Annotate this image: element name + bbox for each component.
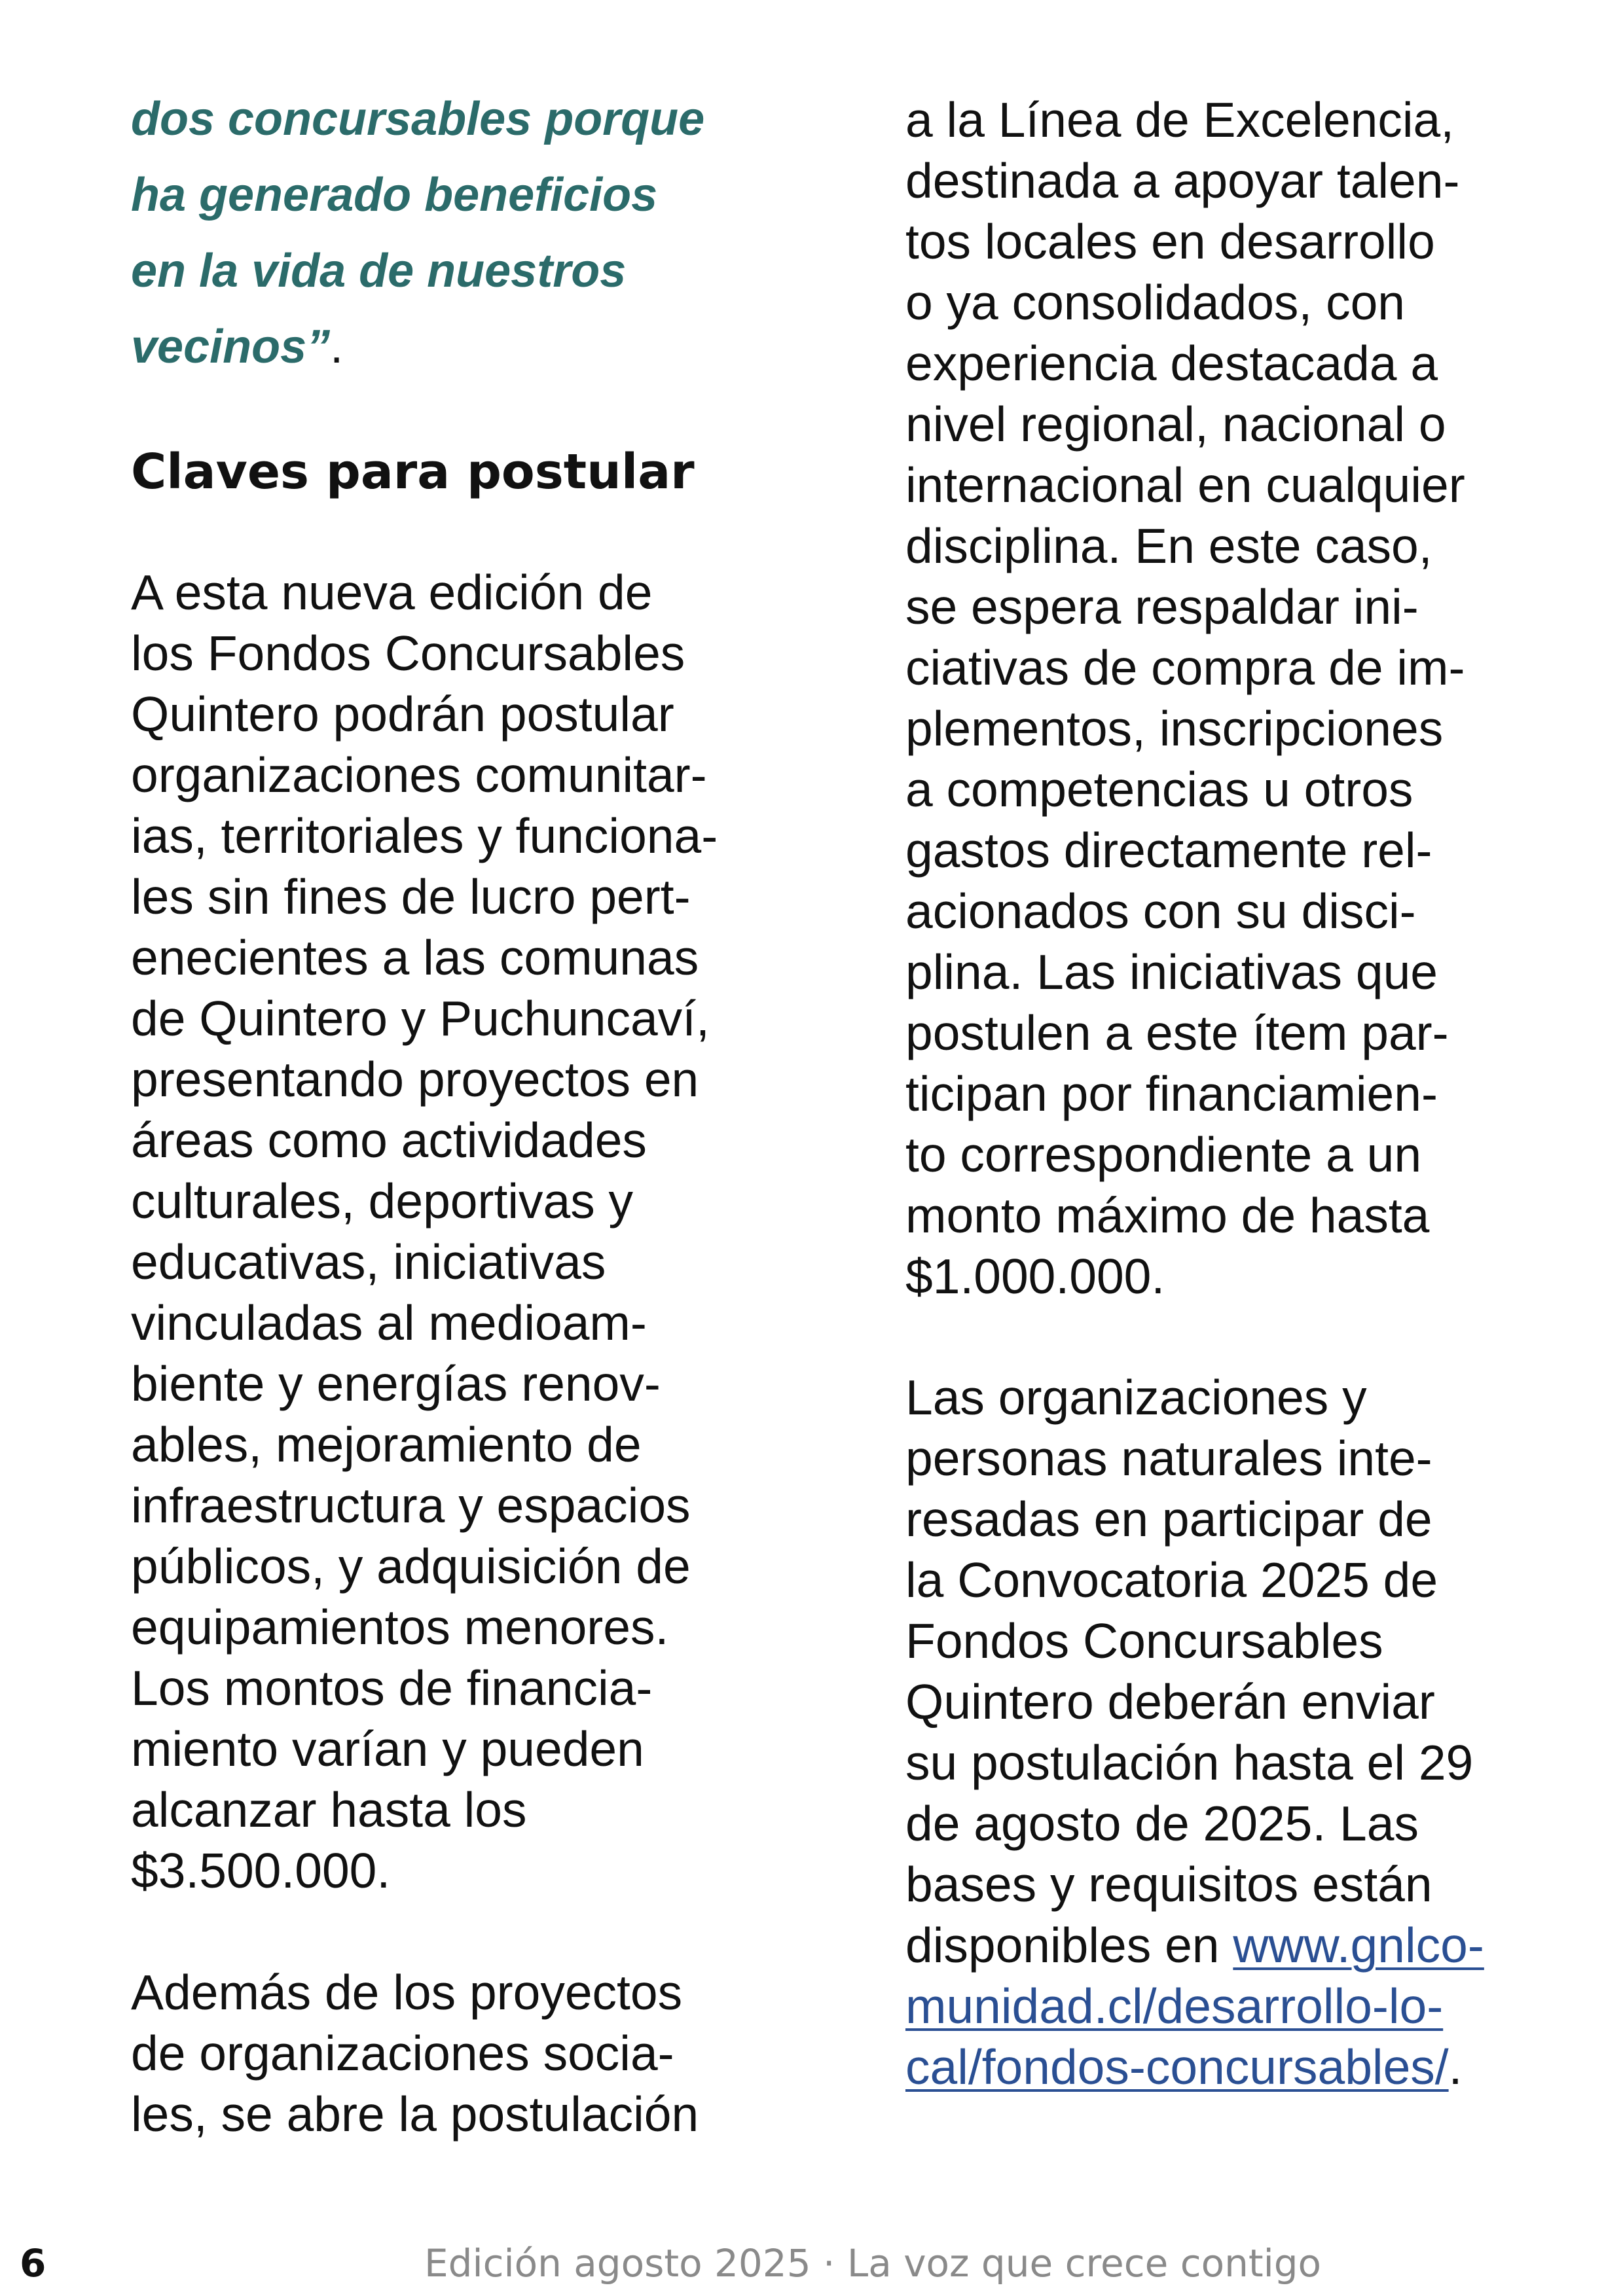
text-line xyxy=(905,1914,1484,1976)
quote-line: ha generado beneficios xyxy=(131,169,658,221)
text-line: les, se abre la postulación xyxy=(131,2087,699,2142)
quote-line: vecinos”. xyxy=(131,321,344,373)
text-line: áreas como actividades xyxy=(131,1113,647,1168)
text-line: tos locales en desarrollo xyxy=(905,214,1435,269)
text-line: o ya consolidados, con xyxy=(905,275,1406,330)
text-line: postulen a este ítem par- xyxy=(905,1005,1449,1060)
text-line: resadas en participar de xyxy=(905,1492,1432,1547)
text-line: ias, territoriales y funciona- xyxy=(131,808,718,863)
text-line: biente y energías renov- xyxy=(131,1356,661,1411)
text-line: disciplina. En este caso, xyxy=(905,518,1432,573)
text-line: infraestructura y espacios xyxy=(131,1478,691,1533)
text-line: se espera respaldar ini- xyxy=(905,579,1419,634)
text-line: ciativas de compra de im- xyxy=(905,640,1465,695)
text-line: a competencias u otros xyxy=(905,762,1413,817)
bases-link[interactable]: www.gnlco- xyxy=(1233,1918,1484,1973)
text-line: los Fondos Concursables xyxy=(131,626,685,681)
text-line: Fondos Concursables xyxy=(905,1613,1383,1668)
text-line: alcanzar hasta los xyxy=(131,1782,527,1837)
text-line xyxy=(905,1975,1443,2037)
text-line: de agosto de 2025. Las xyxy=(905,1796,1419,1851)
text-line: su postulación hasta el 29 xyxy=(905,1735,1474,1790)
text-line: a la Línea de Excelencia, xyxy=(905,92,1455,147)
footer-text: Edición agosto 2025 · La voz que crece contigo xyxy=(424,2241,1322,2286)
text-line: públicos, y adquisición de xyxy=(131,1539,691,1594)
quote-end-punct: . xyxy=(330,321,344,373)
text-line xyxy=(905,2036,1462,2098)
text-line: vinculadas al medioam- xyxy=(131,1295,647,1350)
link-intro-text: disponibles en xyxy=(905,1918,1233,1973)
text-line: bases y requisitos están xyxy=(905,1857,1432,1912)
link-end-punct: . xyxy=(1448,2039,1463,2094)
text-line: enecientes a las comunas xyxy=(131,930,699,985)
text-line: les sin fines de lucro pert- xyxy=(131,869,691,924)
text-line: educativas, iniciativas xyxy=(131,1234,606,1289)
text-line: plina. Las iniciativas que xyxy=(905,944,1438,999)
text-line: gastos directamente rel- xyxy=(905,823,1432,878)
text-line: Quintero podrán postular xyxy=(131,687,674,742)
text-line: acionados con su disci- xyxy=(905,884,1416,939)
text-line: personas naturales inte- xyxy=(905,1431,1432,1486)
text-line: organizaciones comunitar- xyxy=(131,747,707,802)
text-line: A esta nueva edición de xyxy=(131,565,653,620)
quote-line: dos concursables porque xyxy=(131,93,705,145)
text-line: la Convocatoria 2025 de xyxy=(905,1552,1438,1607)
section-heading: Claves para postular xyxy=(131,444,695,500)
text-line: culturales, deportivas y xyxy=(131,1174,634,1229)
bases-link[interactable]: cal/fondos-concursables/ xyxy=(905,2039,1449,2094)
text-line: internacional en cualquier xyxy=(905,457,1465,512)
text-line: equipamientos menores. xyxy=(131,1600,669,1655)
text-line: ables, mejoramiento de xyxy=(131,1417,642,1472)
text-line: Los montos de financia- xyxy=(131,1660,653,1715)
text-line: ticipan por financiamien- xyxy=(905,1066,1438,1121)
page-number: 6 xyxy=(20,2241,46,2286)
text-line: destinada a apoyar talen- xyxy=(905,153,1460,208)
text-line: $3.500.000. xyxy=(131,1843,391,1898)
text-line: to correspondiente a un xyxy=(905,1127,1422,1182)
quote-line: en la vida de nuestros xyxy=(131,245,627,297)
text-line: monto máximo de hasta xyxy=(905,1188,1430,1243)
text-line: de Quintero y Puchuncaví, xyxy=(131,991,710,1046)
text-line: miento varían y pueden xyxy=(131,1721,644,1776)
text-line: $1.000.000. xyxy=(905,1249,1165,1304)
bases-link[interactable]: munidad.cl/desarrollo-lo- xyxy=(905,1979,1444,2034)
text-line: Además de los proyectos xyxy=(131,1965,683,2020)
text-line: experiencia destacada a xyxy=(905,336,1438,391)
text-line: presentando proyectos en xyxy=(131,1052,699,1107)
text-line: Las organizaciones y xyxy=(905,1370,1367,1425)
text-line: de organizaciones socia- xyxy=(131,2026,674,2081)
text-line: nivel regional, nacional o xyxy=(905,397,1446,452)
text-line: Quintero deberán enviar xyxy=(905,1674,1435,1729)
text-line: plementos, inscripciones xyxy=(905,701,1444,756)
